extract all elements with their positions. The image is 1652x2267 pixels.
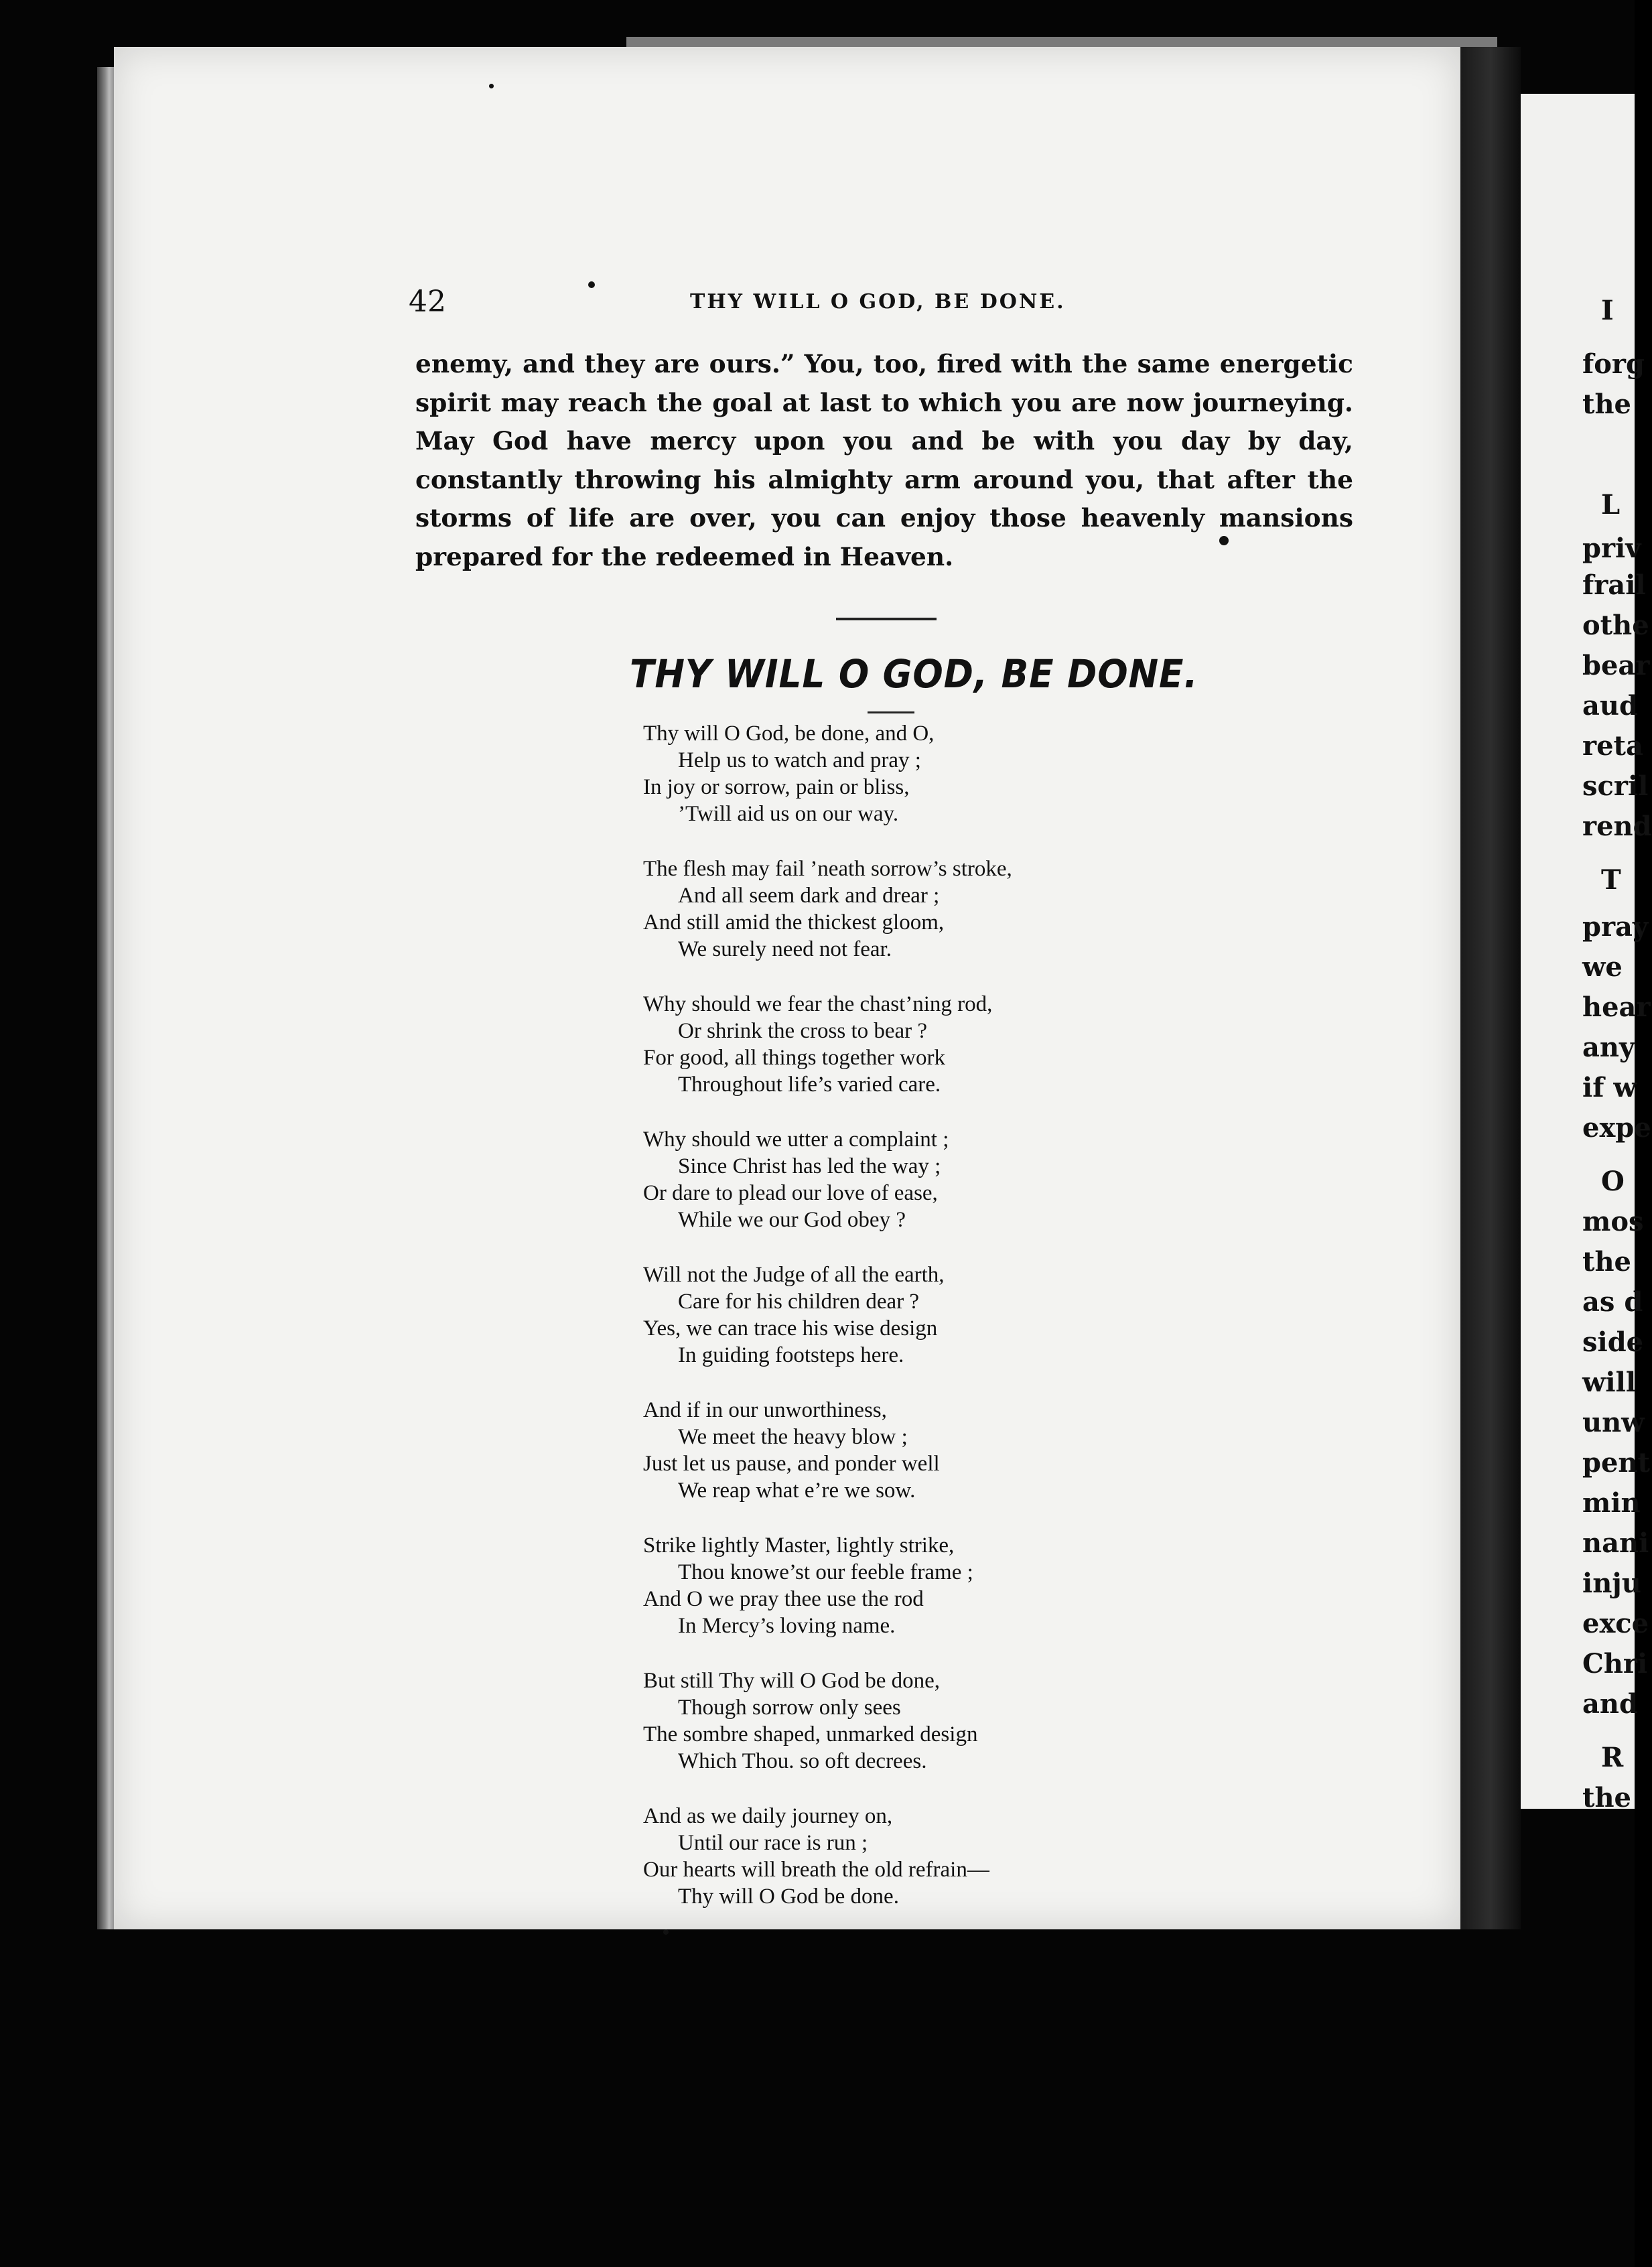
- poem-line: Since Christ has led the way ;: [678, 1154, 941, 1178]
- facing-page-fragment: R: [1601, 1742, 1624, 1773]
- facing-page-fragment: exce: [1582, 1608, 1649, 1639]
- poem-line: Why should we utter a complaint ;: [643, 1127, 949, 1152]
- poem-stanza: [643, 1532, 1246, 1639]
- poem-line: And as we daily journey on,: [643, 1804, 893, 1828]
- poem-line: The sombre shaped, unmarked design: [643, 1722, 978, 1746]
- poem-line: Thy will O God be done.: [678, 1884, 899, 1909]
- poem-line: Thou knowe’st our feeble frame ;: [678, 1560, 973, 1584]
- facing-page-fragment: priv: [1582, 533, 1641, 564]
- poem-line: In joy or sorrow, pain or bliss,: [643, 775, 910, 799]
- poem-line: Thy will O God, be done, and O,: [643, 722, 935, 746]
- poem-line: Which Thou. so oft decrees.: [678, 1749, 927, 1773]
- facing-page-fragment: we: [1582, 951, 1623, 983]
- facing-page-fragment: bear: [1582, 650, 1650, 681]
- poem-line: Care for his children dear ?: [678, 1290, 920, 1314]
- poem-line: ’Twill aid us on our way.: [678, 802, 899, 826]
- facing-page-fragment: pray: [1582, 911, 1649, 943]
- poem-line: We reap what e’re we sow.: [678, 1479, 916, 1503]
- poem-line: Yes, we can trace his wise design: [643, 1316, 938, 1341]
- poem-line: Though sorrow only sees: [678, 1696, 901, 1720]
- facing-page-fragment: L: [1601, 489, 1621, 521]
- facing-page-fragment: forg: [1582, 348, 1645, 380]
- facing-page-fragment: min: [1582, 1487, 1641, 1519]
- poem-stanza: [643, 1261, 1246, 1369]
- facing-page-fragment: hear: [1582, 991, 1651, 1023]
- poem-line: For good, all things together work: [643, 1046, 945, 1070]
- facing-page-fragment: Chri: [1582, 1648, 1648, 1679]
- poem-line: And still amid the thickest gloom,: [643, 910, 945, 935]
- poem-line: In guiding footsteps here.: [678, 1343, 904, 1367]
- poem-line: But still Thy will O God be done,: [643, 1669, 941, 1693]
- poem-line: While we our God obey ?: [678, 1208, 906, 1232]
- facing-page-fragment: inju: [1582, 1568, 1641, 1599]
- paragraph-text: enemy, and they are ours.” You, too, fired with the same energetic spirit may reach the goal at last to which you are now journeying. May God have mercy upon you and be with you day by day, constantly throwing his almighty arm around you, that after the storms of life are over, you can enjoy those heavenly mansions prepared for the redeemed in Heaven.: [415, 349, 1353, 571]
- book-page-right-fragment: [1521, 94, 1652, 1813]
- facing-page-fragment: will: [1582, 1367, 1637, 1398]
- poem-stanza: [643, 720, 1246, 827]
- running-header: [409, 285, 1280, 325]
- ink-speck: [588, 281, 595, 288]
- poem-stanza: [643, 1667, 1246, 1775]
- running-title: THY WILL O GOD, BE DONE.: [690, 290, 1066, 314]
- facing-page-fragment: expe: [1582, 1112, 1651, 1144]
- poem-line: The flesh may fail ’neath sorrow’s stroke,: [643, 857, 1012, 881]
- facing-page-fragment: side: [1582, 1326, 1644, 1358]
- facing-page-fragment: and: [1582, 1688, 1638, 1720]
- poem-line: We meet the heavy blow ;: [678, 1425, 908, 1449]
- facing-page-fragment: aud: [1582, 690, 1638, 722]
- poem-line: Or dare to plead our love of ease,: [643, 1181, 938, 1205]
- facing-page-fragment: I: [1601, 295, 1614, 326]
- book-gutter: [1460, 47, 1521, 1929]
- poem-line: Throughout life’s varied care.: [678, 1073, 941, 1097]
- page-number: 42: [409, 285, 446, 319]
- closing-paragraph: [415, 345, 1353, 576]
- ink-speck: [489, 84, 494, 88]
- ink-speck: [1219, 536, 1229, 545]
- facing-page-fragment: T: [1601, 864, 1621, 896]
- facing-page-fragment: mos: [1582, 1206, 1644, 1237]
- poem-line: Strike lightly Master, lightly strike,: [643, 1533, 955, 1558]
- poem-stanza: [643, 991, 1246, 1098]
- poem-line: Until our race is run ;: [678, 1831, 868, 1855]
- facing-page-fragment: the: [1582, 1782, 1632, 1813]
- facing-page-fragment: the: [1582, 389, 1632, 420]
- poem-line: Or shrink the cross to bear ?: [678, 1019, 928, 1043]
- poem-line: Will not the Judge of all the earth,: [643, 1263, 945, 1287]
- poem-line: And O we pray thee use the rod: [643, 1587, 924, 1611]
- facing-page-fragment: the: [1582, 1246, 1632, 1278]
- facing-page-fragment: O: [1601, 1166, 1625, 1197]
- poem-line: And all seem dark and drear ;: [678, 884, 940, 908]
- poem-stanza: [643, 855, 1246, 963]
- facing-page-fragment: if w: [1582, 1072, 1637, 1103]
- facing-page-fragment: as d: [1582, 1286, 1643, 1318]
- poem-body: [643, 720, 1246, 1938]
- poem-stanza: [643, 1803, 1246, 1910]
- ink-speck: [663, 1929, 669, 1935]
- facing-page-fragment: reta: [1582, 730, 1643, 762]
- poem-stanza: [643, 1126, 1246, 1233]
- section-divider: [836, 618, 937, 620]
- poem-line: We surely need not fear.: [678, 937, 892, 961]
- facing-page-fragment: unw: [1582, 1407, 1645, 1438]
- facing-page-fragment: frail: [1582, 569, 1646, 601]
- facing-page-fragment: any: [1582, 1032, 1635, 1063]
- poem-line: Just let us pause, and ponder well: [643, 1452, 940, 1476]
- poem-line: Our hearts will breath the old refrain—: [643, 1858, 989, 1882]
- title-underline: [868, 711, 914, 713]
- facing-page-fragment: scril: [1582, 770, 1649, 802]
- facing-page-fragment: pent: [1582, 1447, 1650, 1479]
- poem-line: Help us to watch and pray ;: [678, 748, 921, 772]
- poem-stanza: [643, 1397, 1246, 1504]
- poem-title: THY WILL O GOD, BE DONE.: [630, 651, 1198, 697]
- poem-line: And if in our unworthiness,: [643, 1398, 887, 1422]
- facing-page-fragment: nani: [1582, 1527, 1649, 1559]
- poem-line: In Mercy’s loving name.: [678, 1614, 896, 1638]
- facing-page-fragment: rend: [1582, 811, 1652, 842]
- facing-page-fragment: othe: [1582, 610, 1649, 641]
- poem-line: Why should we fear the chast’ning rod,: [643, 992, 993, 1016]
